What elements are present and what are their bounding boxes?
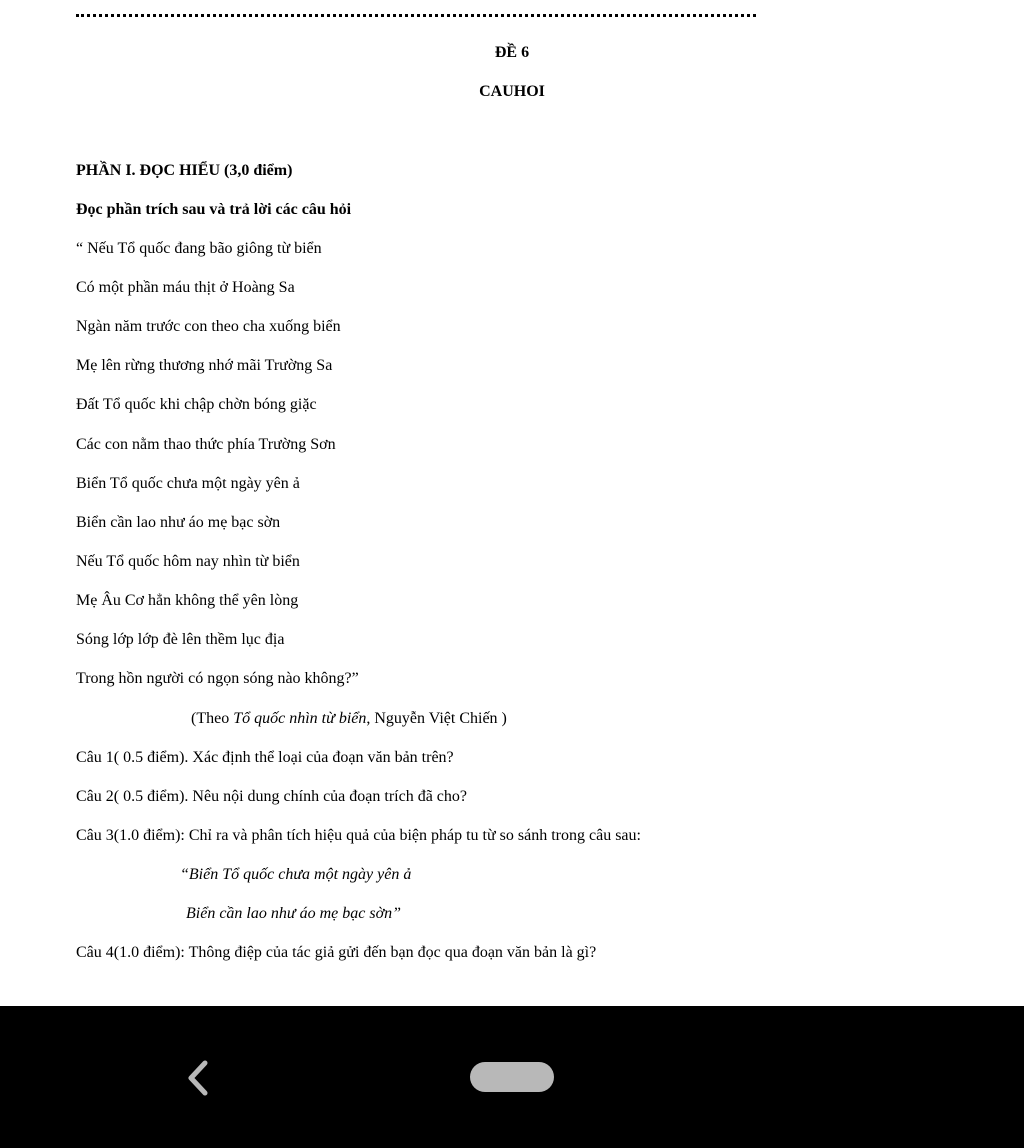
back-button[interactable] [176, 1056, 220, 1100]
poem-line: Mẹ Âu Cơ hẳn không thể yên lòng [76, 592, 299, 609]
poem-line: Trong hồn người có ngọn sóng nào không?” [76, 670, 359, 687]
poem-line: Các con nằm thao thức phía Trường Sơn [76, 436, 336, 453]
poem-line: Sóng lớp lớp đè lên thềm lục địa [76, 631, 285, 648]
poem-line: “ Nếu Tổ quốc đang bão giông từ biển [76, 240, 322, 257]
poem-line: Biển Tổ quốc chưa một ngày yên ả [76, 475, 300, 492]
question-1: Câu 1( 0.5 điểm). Xác định thể loại của đoạn văn bản trên? [76, 749, 454, 766]
question-4: Câu 4(1.0 điểm): Thông điệp của tác giả gửi đến bạn đọc qua đoạn văn bản là gì? [76, 944, 597, 961]
poem-line: Đất Tổ quốc khi chập chờn bóng giặc [76, 396, 317, 413]
quote-line: “Biển Tổ quốc chưa một ngày yên ả [180, 866, 412, 883]
chevron-left-icon [185, 1060, 211, 1096]
quote-line: Biển cần lao như áo mẹ bạc sờn” [186, 905, 402, 922]
poem-line: Mẹ lên rừng thương nhớ mãi Trường Sa [76, 357, 333, 374]
poem-line: Có một phần máu thịt ở Hoàng Sa [76, 279, 295, 296]
page-subtitle: CAUHOI [479, 83, 545, 100]
poem-line: Biển cần lao như áo mẹ bạc sờn [76, 514, 281, 531]
source-suffix: , Nguyễn Việt Chiến ) [366, 710, 507, 727]
source-citation [191, 709, 507, 729]
poem-line: Nếu Tổ quốc hôm nay nhìn từ biển [76, 553, 300, 570]
dotted-divider [76, 14, 756, 17]
section-heading: PHẦN I. ĐỌC HIỂU (3,0 điểm) [76, 162, 293, 179]
source-prefix: (Theo [191, 710, 234, 727]
question-2: Câu 2( 0.5 điểm). Nêu nội dung chính của đoạn trích đã cho? [76, 788, 467, 805]
instruction-text: Đọc phần trích sau và trả lời các câu hỏi [76, 201, 352, 218]
navigation-bar [0, 1006, 1024, 1148]
poem-line: Ngàn năm trước con theo cha xuống biển [76, 318, 341, 335]
exam-number: ĐỀ 6 [494, 44, 530, 61]
question-3: Câu 3(1.0 điểm): Chỉ ra và phân tích hiệu quả của biện pháp tu từ so sánh trong câu sau: [76, 827, 641, 844]
home-pill-icon[interactable] [470, 1062, 554, 1092]
source-work-title: Tổ quốc nhìn từ biển [233, 710, 367, 727]
